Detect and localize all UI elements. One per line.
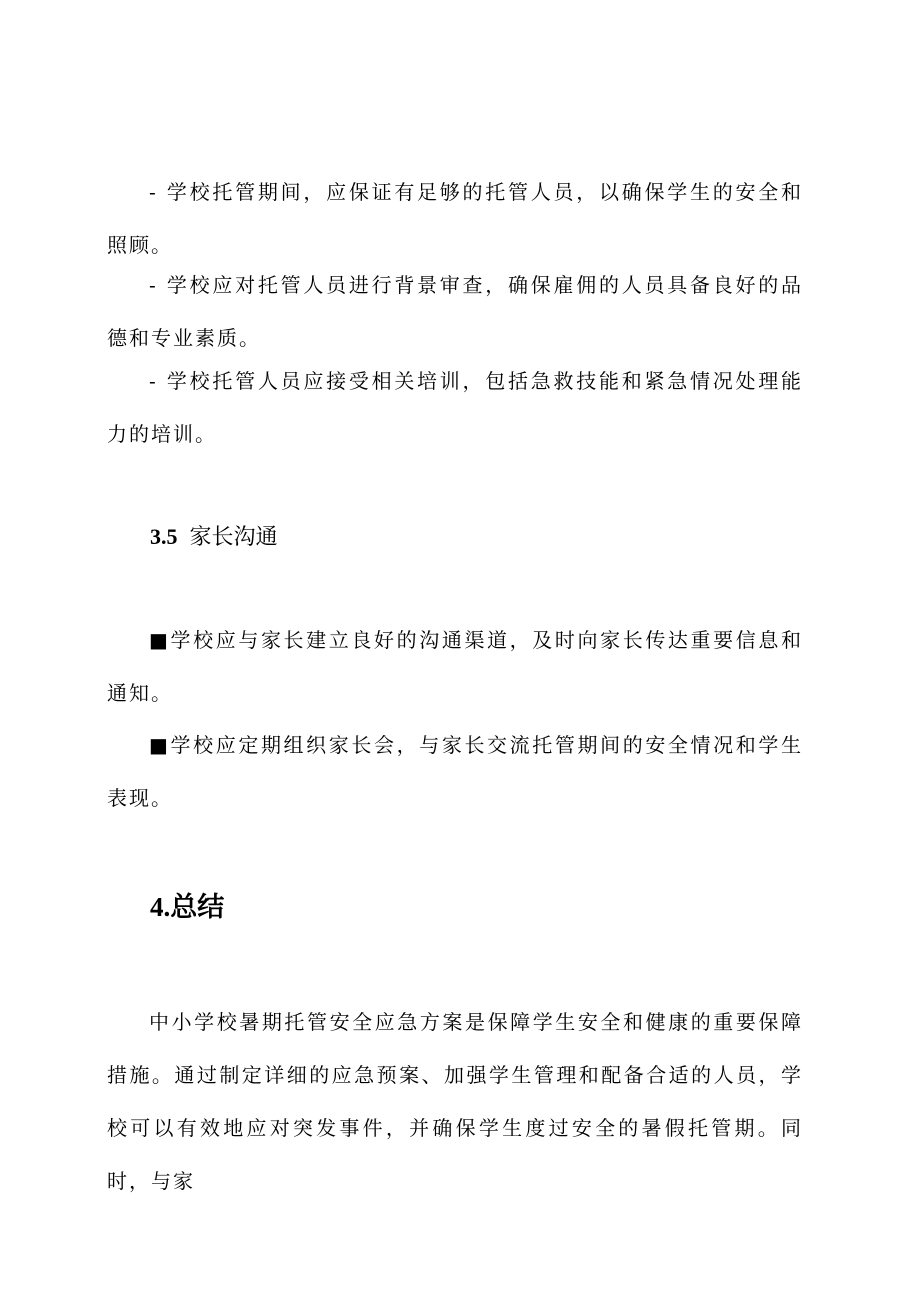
staffing-item-3: - 学校托管人员应接受相关培训，包括急救技能和紧急情况处理能力的培训。	[107, 369, 803, 446]
section-3-5-title: 家长沟通	[189, 525, 278, 550]
section-3-5-number: 3.5	[150, 524, 178, 549]
staffing-item-1: - 学校托管期间，应保证有足够的托管人员，以确保学生的安全和照顾。	[107, 180, 803, 257]
section-4-number: 4.	[150, 892, 171, 922]
summary-paragraph: 中小学校暑期托管安全应急方案是保障学生安全和健康的重要保障措施。通过制定详细的应急预案、加强学生管理和配备合适的人员，学校可以有效地应对突发事件，并确保学生度过安全的暑假托管期。同时，与家	[107, 1010, 803, 1193]
section-4-title: 总结	[170, 892, 225, 923]
section-4-heading	[150, 885, 224, 924]
communication-item-2: ■学校应定期组织家长会，与家长交流托管期间的安全情况和学生表现。	[107, 733, 803, 810]
staffing-item-2: - 学校应对托管人员进行背景审查，确保雇佣的人员具备良好的品德和专业素质。	[107, 273, 803, 350]
section-3-5-heading	[150, 520, 278, 551]
communication-item-1: ■学校应与家长建立良好的沟通渠道，及时向家长传达重要信息和通知。	[107, 628, 803, 705]
